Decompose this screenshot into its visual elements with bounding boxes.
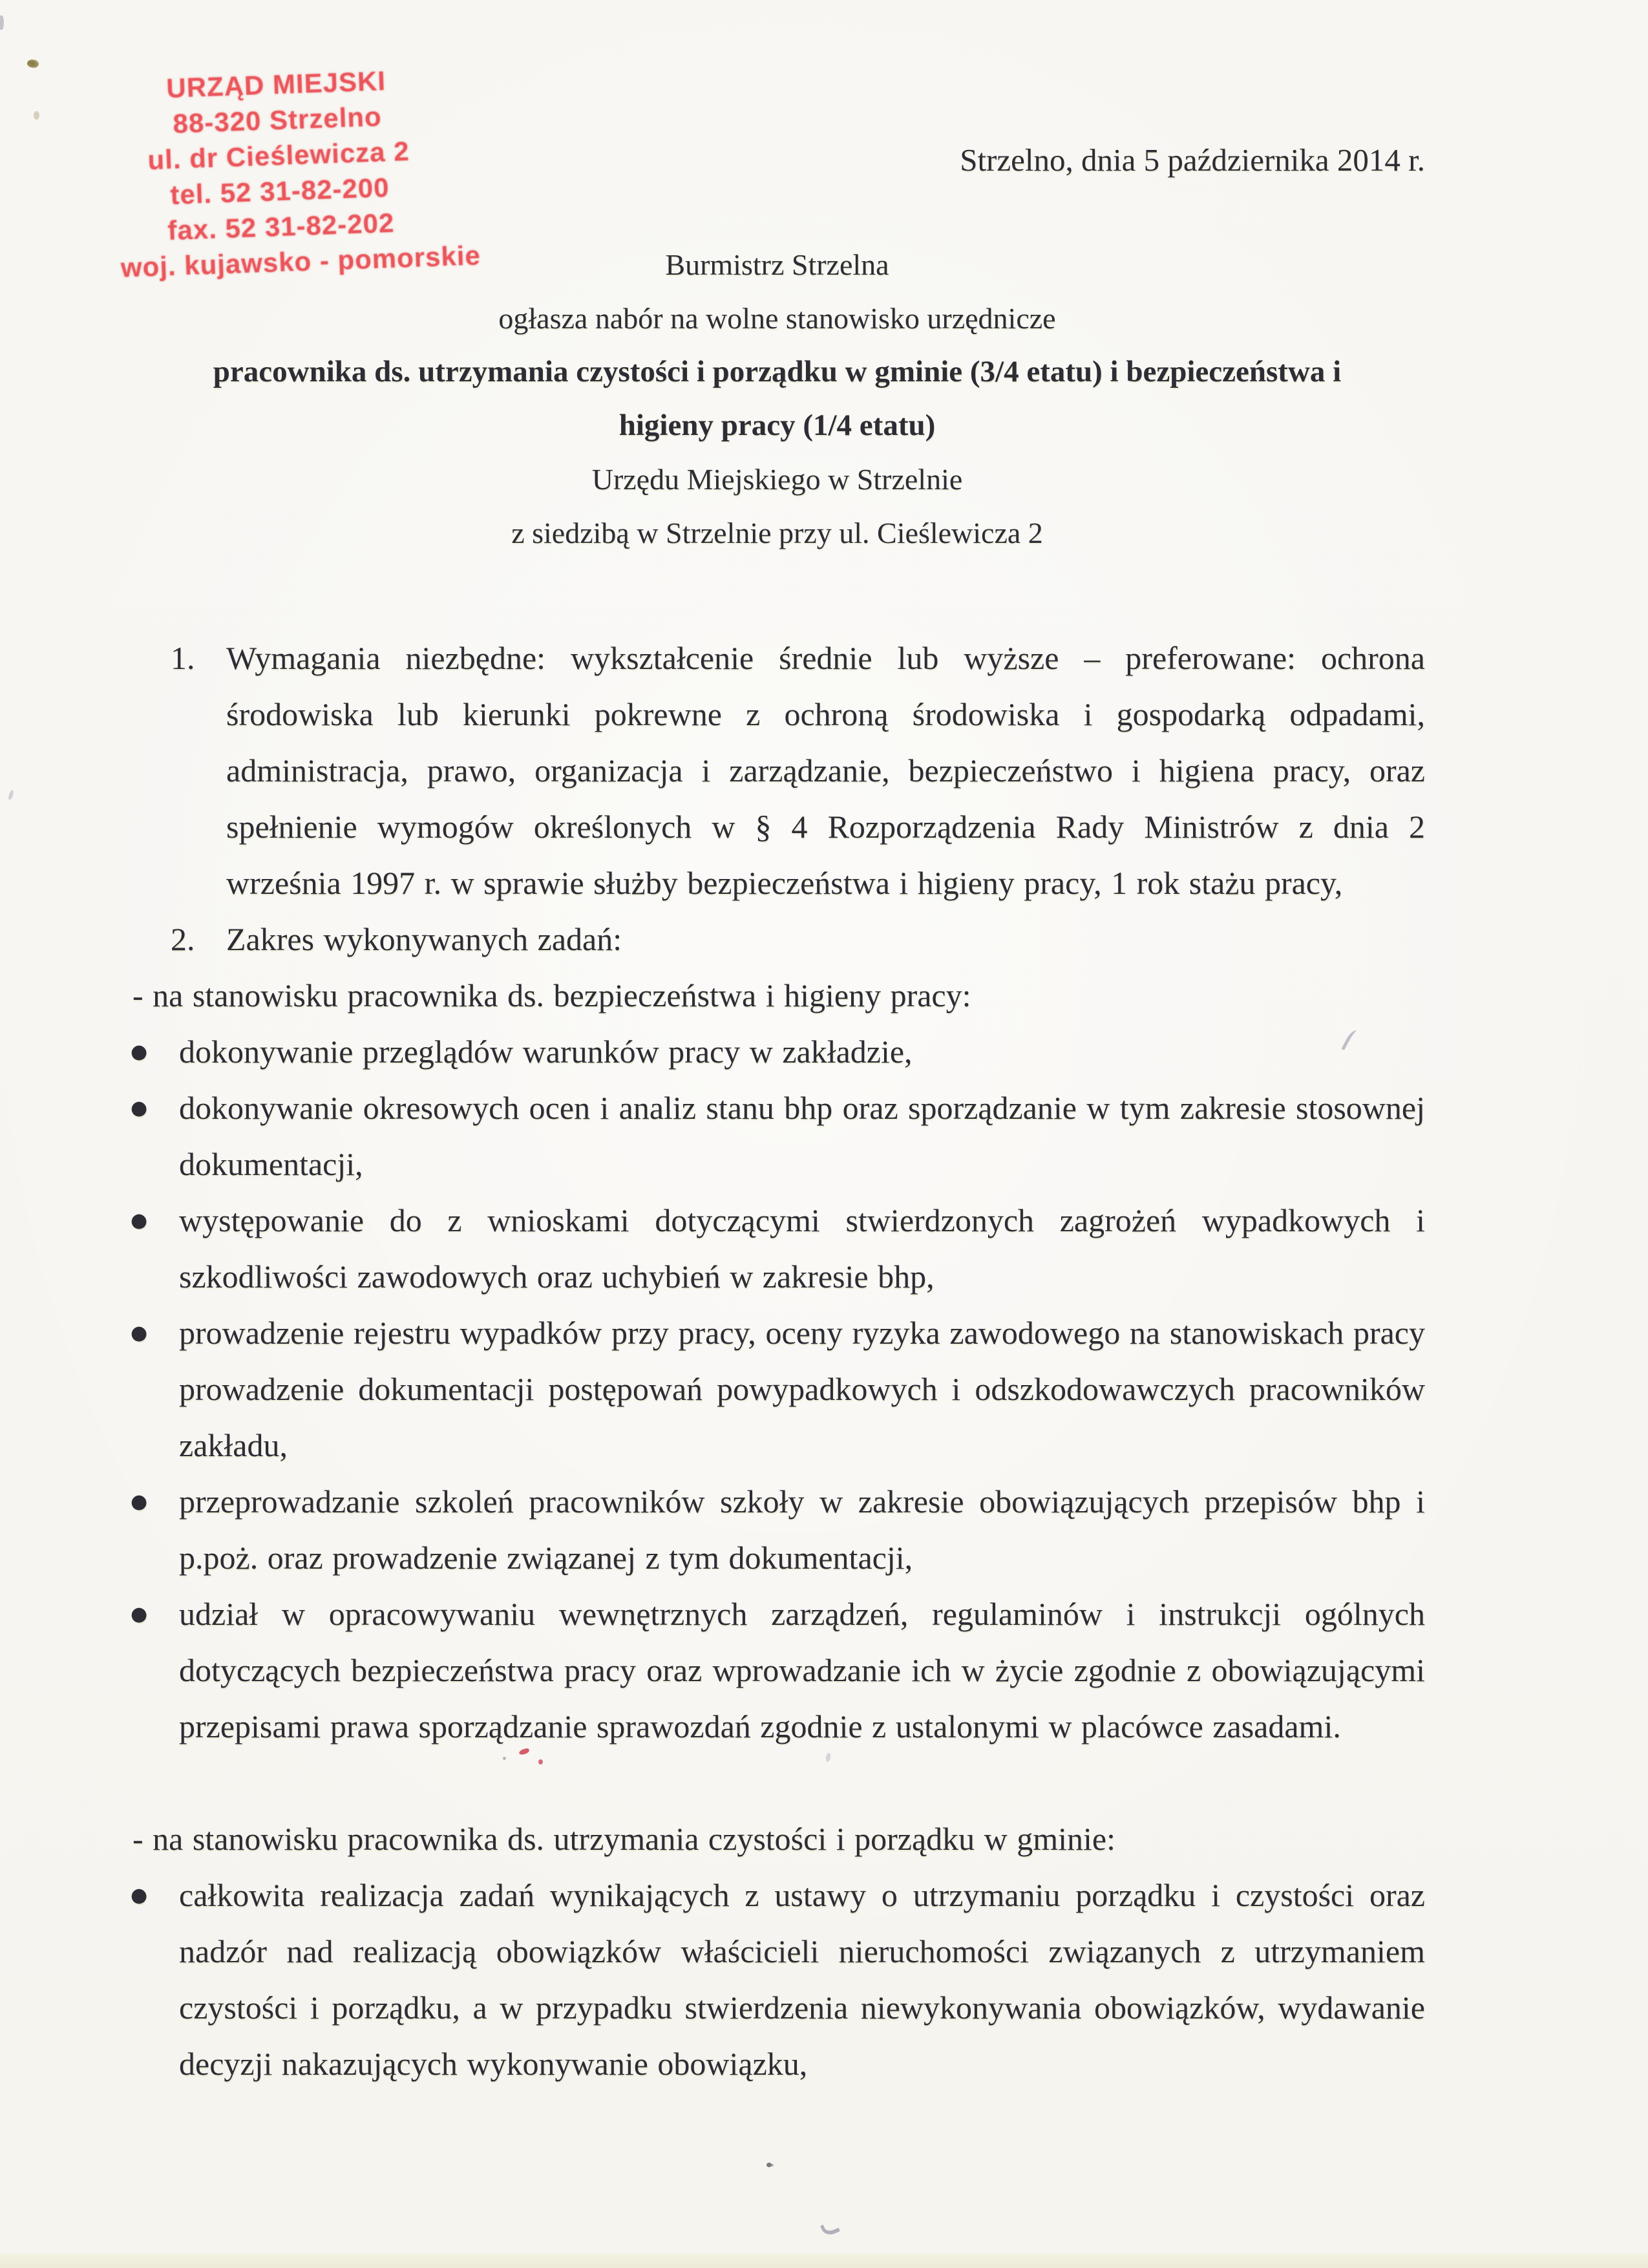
paper-speck xyxy=(26,58,40,69)
bullet-text: prowadzenie rejestru wypadków przy pracy, oceny ryzyka zawodowego na stanowiskach pracy prowadzenie dokumentacji postępowań powypadkowych i odszkodowawczych pracowników zakładu, xyxy=(179,1315,1425,1463)
document-body xyxy=(129,630,1425,2092)
bullet-item xyxy=(129,1867,1425,2092)
bullet-item xyxy=(129,1080,1425,1192)
list-item-text: Wymagania niezbędne: wykształcenie średnie lub wyższe – preferowane: ochrona środowiska lub kierunki pokrewne z ochroną środowiska i gospodarką odpadami, administracja, prawo, organizacja i zarządzanie, bezpieczeństwo i higiena pracy, oraz spełnienie wymogów określonych w § 4 Rozporządzenia Rady Ministrów z dnia 2 września 1997 r. w sprawie służby bezpieczeństwa i higieny pracy, 1 rok stażu pracy, xyxy=(226,640,1425,901)
document-heading xyxy=(129,238,1425,560)
stamp-line-fax: fax. 52 31-82-202 xyxy=(167,207,396,246)
stamp-line-office-name: URZĄD MIEJSKI xyxy=(165,65,386,103)
bullet-text: przeprowadzanie szkoleń pracowników szkoły w zakresie obowiązujących przepisów bhp i p.poż. oraz prowadzenie związanej z tym dokumentacji, xyxy=(179,1483,1425,1576)
stamp-line-street: ul. dr Cieślewicza 2 xyxy=(147,135,410,176)
pen-squiggle xyxy=(820,2220,840,2238)
bullet-dot-icon: ● xyxy=(131,1097,148,1119)
bullet-dot-icon: ● xyxy=(131,1603,148,1626)
bullet-text: występowanie do z wnioskami dotyczącymi stwierdzonych zagrożeń wypadkowych i szkodliwości zawodowych oraz uchybień w zakresie bhp, xyxy=(179,1202,1425,1295)
bullet-item xyxy=(129,1024,1425,1080)
bullet-item xyxy=(129,1192,1425,1305)
heading-position-title-1: pracownika ds. utrzymania czystości i porządku w gminie (3/4 etatu) i bezpieczeństwa i xyxy=(213,355,1342,388)
section-header-porzadek: - na stanowisku pracownika ds. utrzymania czystości i porządku w gminie: xyxy=(132,1821,1116,1857)
list-number: 2. xyxy=(171,921,195,957)
bullet-item xyxy=(129,1305,1425,1474)
stamp-line-voivodeship: woj. kujawsko - pomorskie xyxy=(120,240,481,283)
list-item-text: Zakres wykonywanych zadań: xyxy=(226,921,622,957)
paper-edge-mark xyxy=(0,16,4,30)
date-line: Strzelno, dnia 5 października 2014 r. xyxy=(960,142,1425,178)
bullet-text: dokonywanie okresowych ocen i analiz stanu bhp oraz sporządzanie w tym zakresie stosownej dokumentacji, xyxy=(179,1090,1425,1182)
bullet-item xyxy=(129,1474,1425,1586)
paper-speck xyxy=(503,1757,506,1760)
bullet-dot-icon: ● xyxy=(131,1884,148,1907)
paper-edge-mark xyxy=(8,789,15,800)
bullet-dot-icon: ● xyxy=(131,1209,148,1232)
paper-speck xyxy=(771,2164,774,2167)
list-number: 1. xyxy=(171,640,195,676)
section-header-bhp: - na stanowisku pracownika ds. bezpieczeństwa i higieny pracy: xyxy=(132,977,971,1013)
bullet-dot-icon: ● xyxy=(131,1322,148,1344)
list-item-requirements xyxy=(129,630,1425,911)
bullet-dot-icon: ● xyxy=(131,1490,148,1513)
bullet-item xyxy=(129,1586,1425,1755)
bullet-text: udział w opracowywaniu wewnętrznych zarządzeń, regulaminów i instrukcji ogólnych dotyczących bezpieczeństwa pracy oraz wprowadzanie ich w życie zgodnie z obowiązującymi przepisami prawa sporządzanie sprawozdań zgodnie z ustalonymi w placówce zasadami. xyxy=(179,1596,1425,1744)
heading-office: Urzędu Miejskiego w Strzelnie xyxy=(591,463,963,496)
heading-address: z siedzibą w Strzelnie przy ul. Cieślewicza 2 xyxy=(511,516,1043,549)
heading-announcement: ogłasza nabór na wolne stanowisko urzędnicze xyxy=(498,302,1056,335)
heading-position-title-2: higieny pracy (1/4 etatu) xyxy=(618,408,936,442)
red-ink-speck xyxy=(538,1759,543,1765)
scan-bottom-edge xyxy=(0,2254,1648,2268)
bullet-text: dokonywanie przeglądów warunków pracy w zakładzie, xyxy=(179,1033,913,1070)
paper-speck xyxy=(34,111,39,120)
bullet-dot-icon: ● xyxy=(131,1041,148,1063)
heading-issuer: Burmistrz Strzelna xyxy=(665,248,889,281)
stamp-line-phone: tel. 52 31-82-200 xyxy=(169,172,390,210)
bullet-text: całkowita realizacja zadań wynikających z ustawy o utrzymaniu porządku i czystości oraz nadzór nad realizacją obowiązków właścicieli nieruchomości związanych z utrzymaniem czystości i porządku, a w przypadku stwierdzenia niewykonywania obowiązków, wydawanie decyzji nakazujących wykonywanie obowiązku, xyxy=(179,1877,1425,2082)
stamp-line-postal-city: 88-320 Strzelno xyxy=(172,101,383,139)
list-item-tasks xyxy=(129,911,1425,968)
